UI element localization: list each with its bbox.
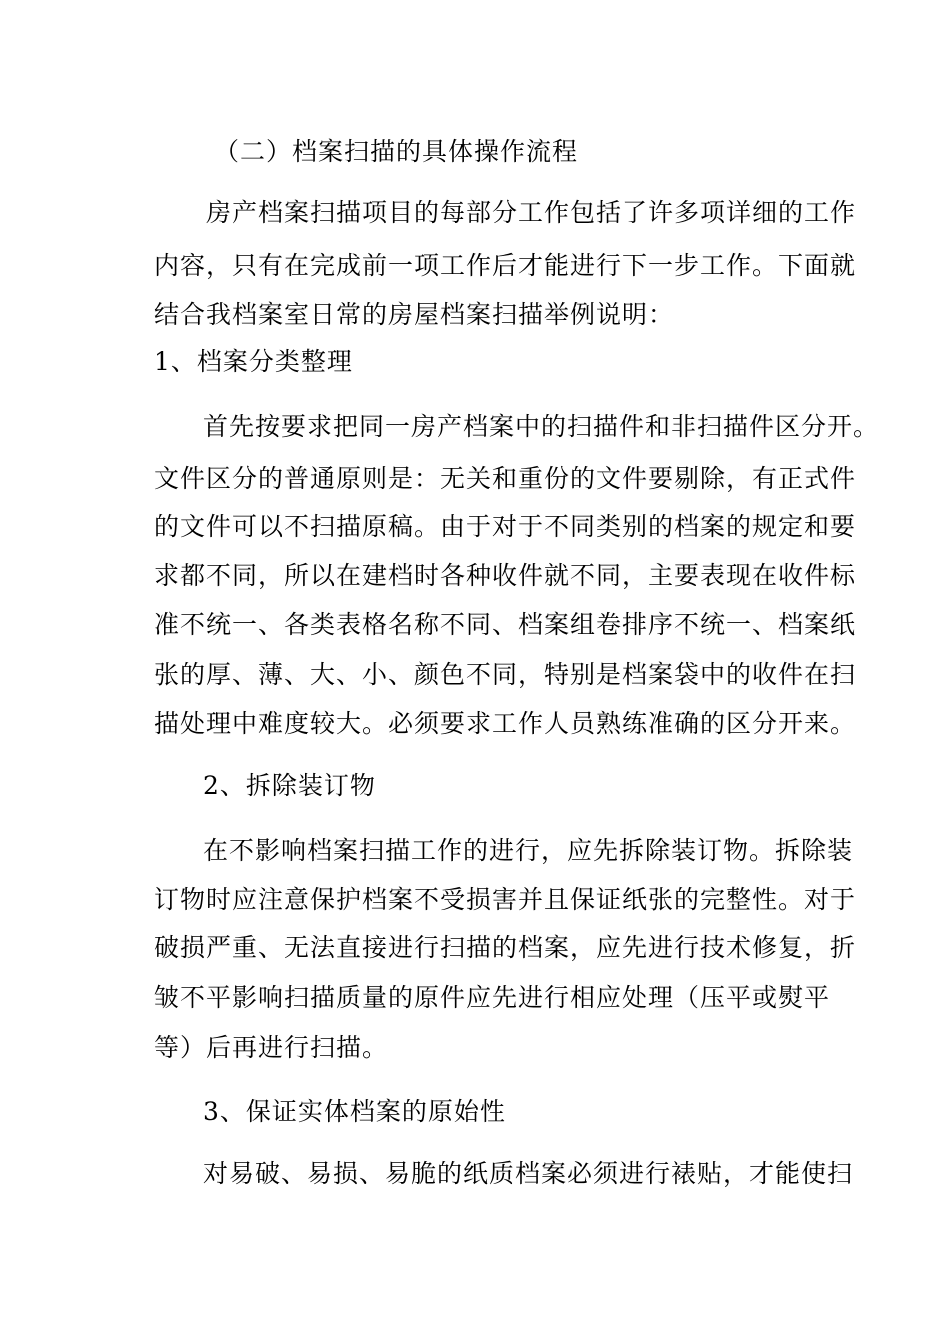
section-2-line-5: 等）后再进行扫描。 — [154, 1033, 389, 1062]
section-1-title: 1、档案分类整理 — [154, 347, 353, 376]
section-1-line-3: 的文件可以不扫描原稿。由于对于不同类别的档案的规定和要 — [154, 512, 857, 541]
section-1-line-4: 求都不同，所以在建档时各种收件就不同，主要表现在收件标 — [154, 561, 857, 590]
section-1-line-1: 首先按要求把同一房产档案中的扫描件和非扫描件区分开。 — [203, 412, 880, 441]
section-2-line-1: 在不影响档案扫描工作的进行，应先拆除装订物。拆除装 — [203, 836, 854, 865]
section-1-line-5: 准不统一、各类表格名称不同、档案组卷排序不统一、档案纸 — [154, 610, 857, 639]
section-2-line-2: 订物时应注意保护档案不受损害并且保证纸张的完整性。对于 — [154, 885, 857, 914]
section-1-line-7: 描处理中难度较大。必须要求工作人员熟练准确的区分开来。 — [154, 709, 857, 738]
section-2-title: 2、拆除装订物 — [203, 771, 376, 800]
intro-line-1: 房产档案扫描项目的每部分工作包括了许多项详细的工作 — [206, 198, 857, 227]
section-3-line-1: 对易破、易损、易脆的纸质档案必须进行裱贴，才能使扫 — [203, 1159, 854, 1188]
section-3-title: 3、保证实体档案的原始性 — [203, 1097, 506, 1126]
section-heading: （二）档案扫描的具体操作流程 — [214, 137, 579, 166]
section-1-line-6: 张的厚、薄、大、小、颜色不同，特别是档案袋中的收件在扫 — [154, 660, 857, 689]
intro-line-2: 内容，只有在完成前一项工作后才能进行下一步工作。下面就 — [154, 251, 857, 280]
section-2-line-3: 破损严重、无法直接进行扫描的档案，应先进行技术修复，折 — [154, 933, 857, 962]
section-2-line-4: 皱不平影响扫描质量的原件应先进行相应处理（压平或熨平 — [154, 983, 831, 1012]
intro-line-3: 结合我档案室日常的房屋档案扫描举例说明： — [154, 300, 675, 329]
section-1-line-2: 文件区分的普通原则是：无关和重份的文件要剔除，有正式件 — [154, 464, 857, 493]
